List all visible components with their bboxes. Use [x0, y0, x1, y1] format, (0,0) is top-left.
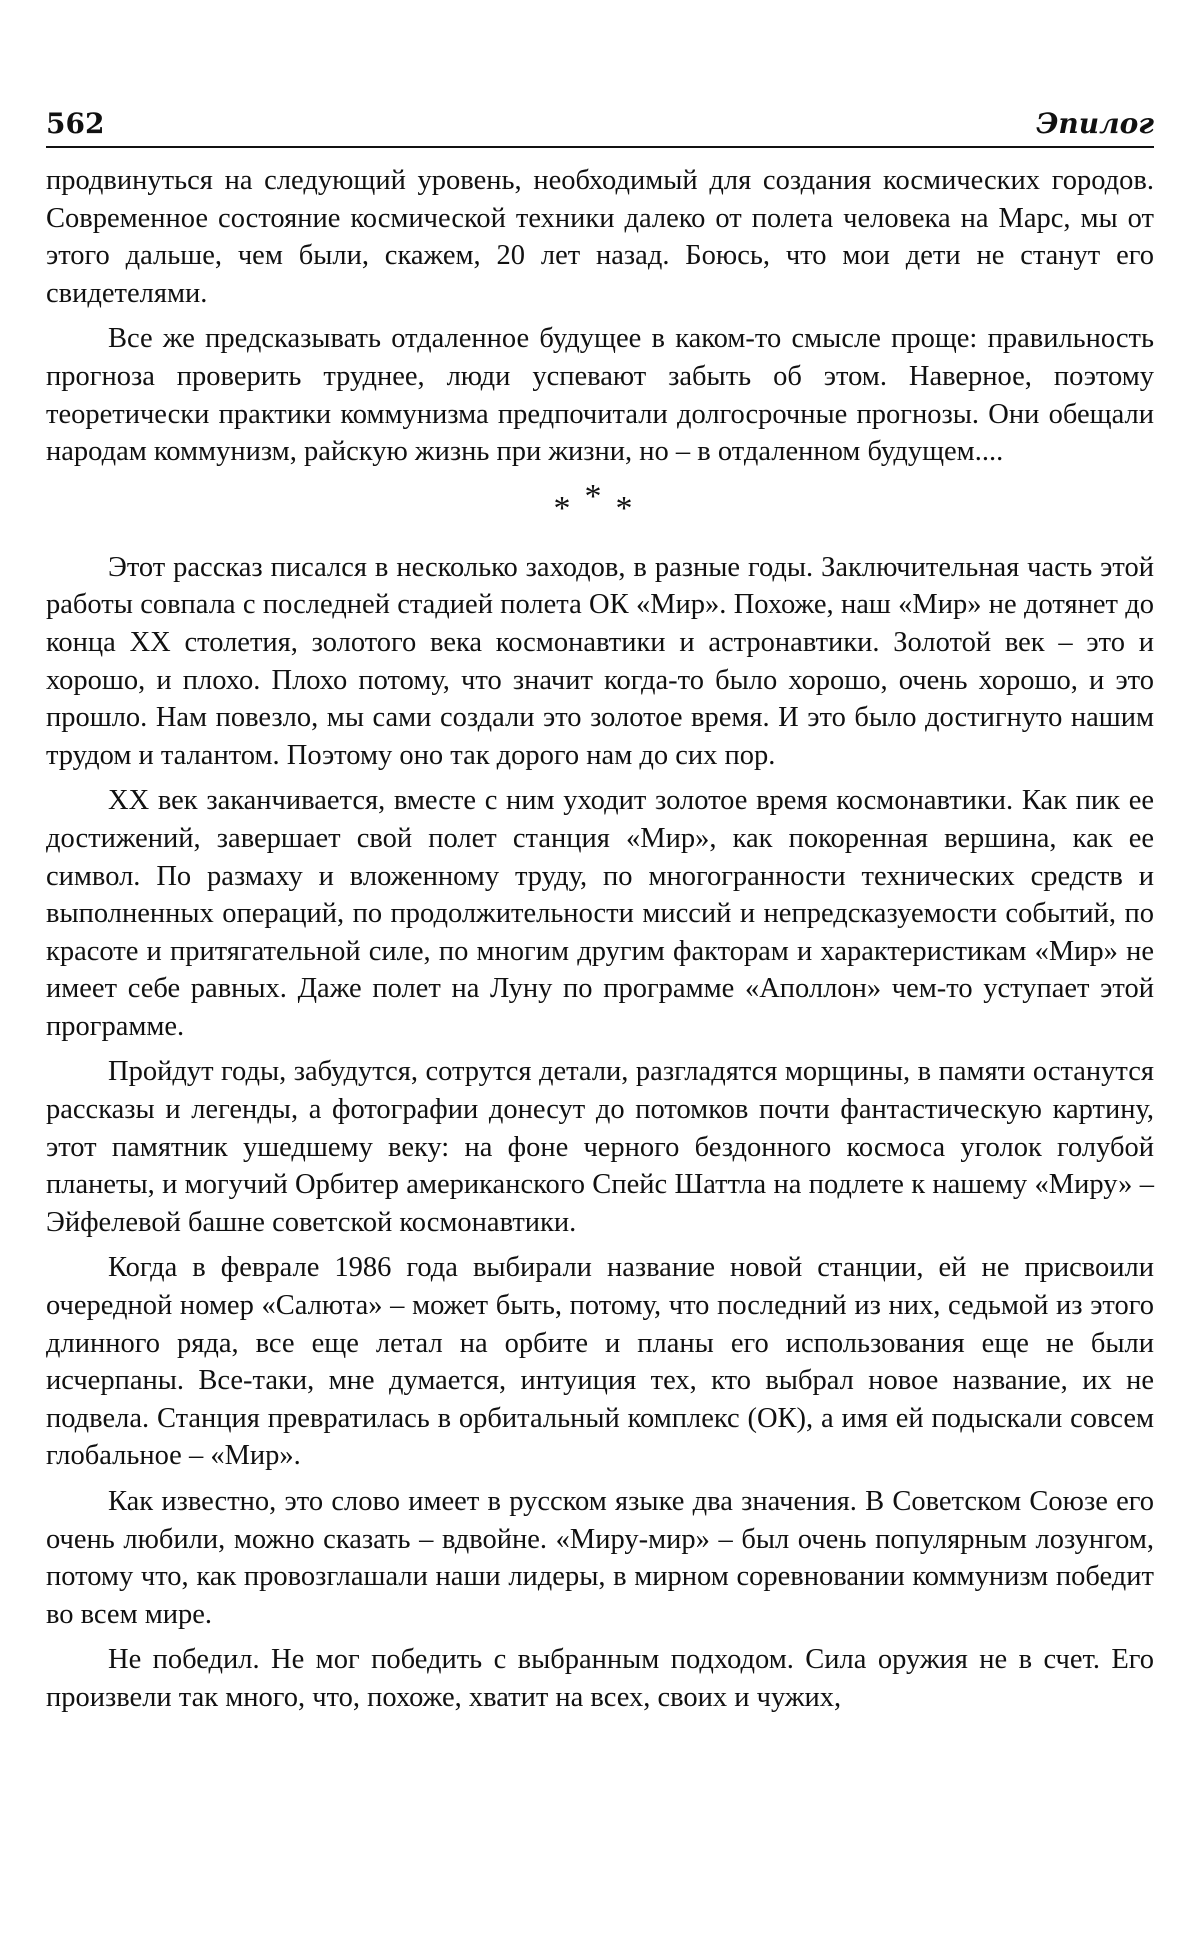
paragraph: Все же предсказывать отдаленное будущее в каком-то смысле проще: правильность прогноза проверить труднее, люди успевают забыть об этом. Наверное, поэтому теоретически практики коммунизма предпочитали долгосрочные прогнозы. Они обещали народам коммунизм, райскую жизнь при жизни, но – в отдаленном будущем....: [46, 323, 1154, 468]
running-head: [46, 100, 1154, 148]
paragraph: XX век заканчивается, вместе с ним уходит золотое время космонавтики. Как пик ее достижений, завершает свой полет станция «Мир», как покоренная вершина, как ее символ. По размаху и вложенному труду, по многогранности технических средств и выполненных операций, по продолжительности миссий и непредсказуемости событий, по красоте и притягательной силе, по многим другим факторам и характеристикам «Мир» не имеет себе равных. Даже полет на Луну по программе «Аполлон» чем-то уступает этой программе.: [46, 785, 1154, 1042]
paragraph: Когда в феврале 1986 года выбирали название новой станции, ей не присвоили очередной номер «Салюта» – может быть, потому, что последний из них, седьмой из этого длинного ряда, все еще летал на орбите и планы его использования еще не были исчерпаны. Все-таки, мне думается, интуиция тех, кто выбрал новое название, их не подвела. Станция превратилась в орбитальный комплекс (ОК), а имя ей подыскали совсем глобальное – «Мир».: [46, 1252, 1154, 1472]
paragraph-continued: продвинуться на следующий уровень, необходимый для создания космических городов. Современное состояние космической техники далеко от полета человека на Марс, мы от этого дальше, чем были, скажем, 20 лет назад. Боюсь, что мои дети не станут его свидетелями.: [46, 165, 1154, 309]
body-text: [46, 162, 1154, 1725]
asterisk-middle: *: [584, 477, 616, 515]
paragraph: Не победил. Не мог победить с выбранным подходом. Сила оружия не в счет. Его произвели так много, что, похоже, хватит на всех, своих и чужих,: [46, 1644, 1154, 1713]
paragraph: Как известно, это слово имеет в русском языке два значения. В Советском Союзе его очень любили, можно сказать – вдвойне. «Миру-мир» – был очень популярным лозунгом, потому что, как провозглашали наши лидеры, в мирном соревновании коммунизм победит во всем мире.: [46, 1486, 1154, 1630]
section-separator: [46, 477, 1154, 529]
paragraph: Этот рассказ писался в несколько заходов, в разные годы. Заключительная часть этой работы совпала с последней стадией полета ОК «Мир». Похоже, наш «Мир» не дотянет до конца XX столетия, золотого века космонавтики и астронавтики. Золотой век – это и хорошо, и плохо. Плохо потому, что значит когда-то было хорошо, очень хорошо, и это прошло. Нам повезло, мы сами создали это золотое время. И это было достигнуто нашим трудом и талантом. Поэтому оно так дорого нам до сих пор.: [46, 551, 1154, 771]
paragraph: Пройдут годы, забудутся, сотрутся детали, разгладятся морщины, в памяти останутся рассказы и легенды, а фотографии донесут до потомков почти фантастическую картину, этот памятник ушедшему веку: на фоне черного бездонного космоса уголок голубой планеты, и могучий Орбитер американского Спейс Шаттла на подлете к нашему «Миру» – Эйфелевой башне советской космонавтики.: [46, 1056, 1154, 1238]
section-title: Эпилог: [1036, 107, 1154, 140]
asterisk-right: *: [615, 489, 647, 527]
asterisk-left: *: [553, 489, 585, 527]
page-number: 562: [46, 107, 105, 140]
